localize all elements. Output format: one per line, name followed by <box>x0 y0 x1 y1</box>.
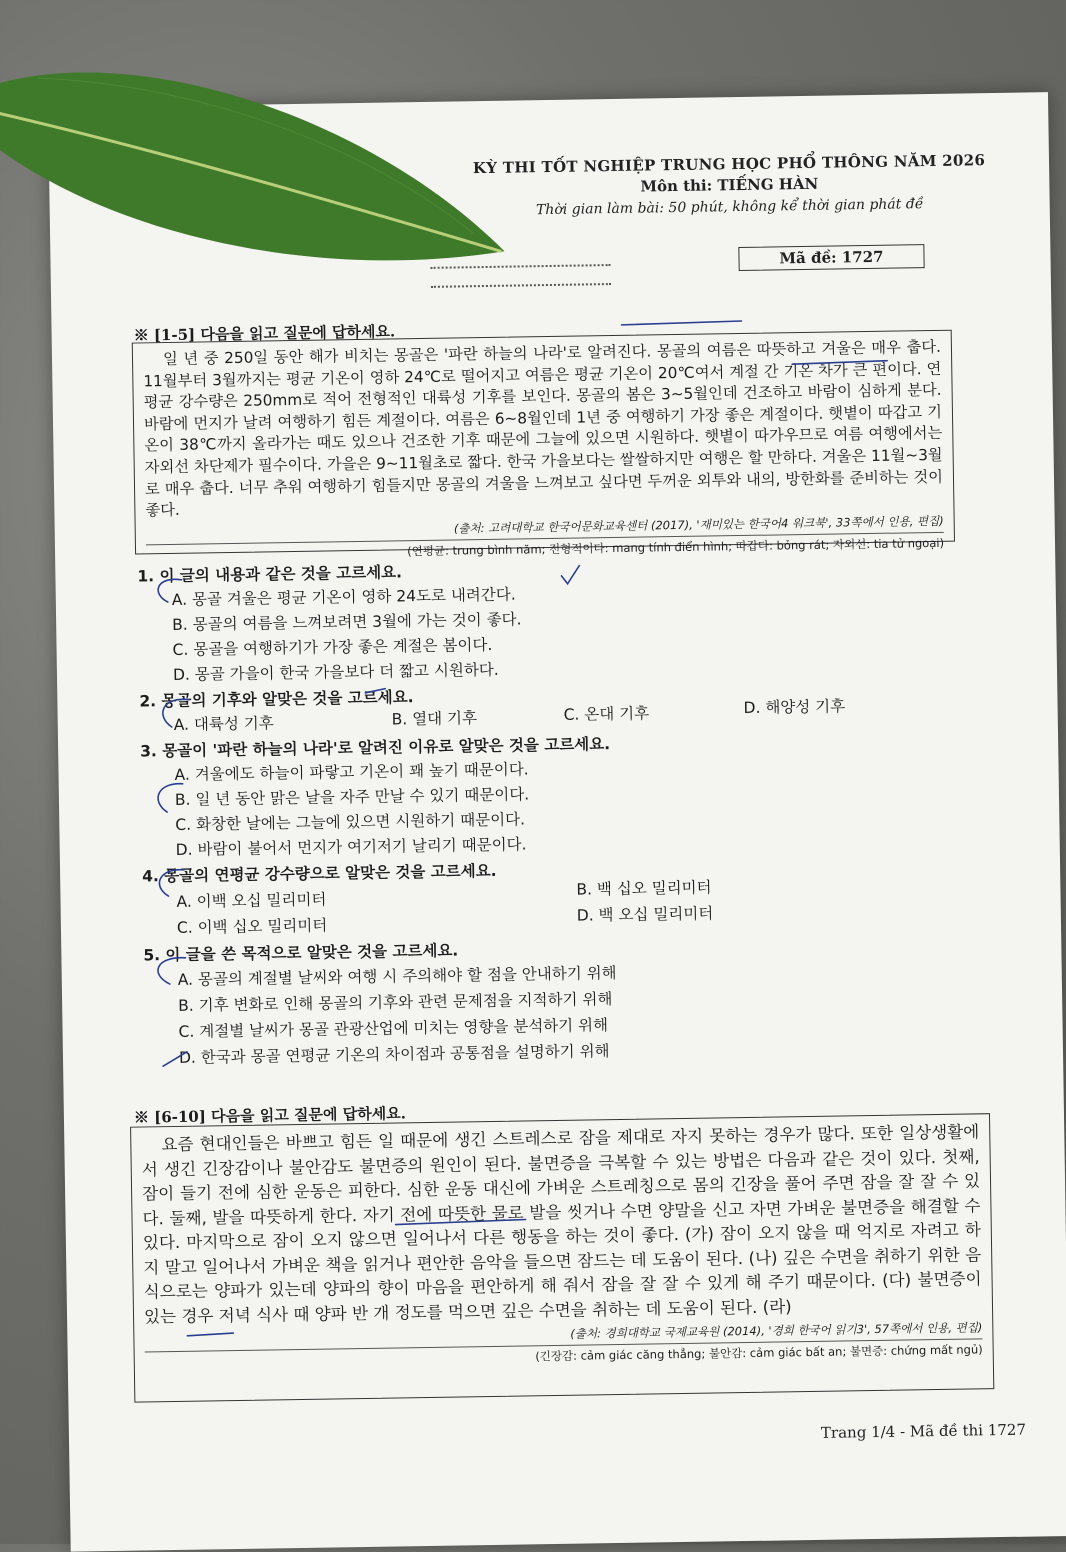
exam-code-box: Mã đề: 1727 <box>738 244 924 271</box>
question-1-option-b[interactable]: B. 몽골의 여름을 느껴보려면 3월에 가는 것이 좋다. <box>172 610 522 634</box>
question-3-option-c[interactable]: C. 화창한 날에는 그늘에 있으면 시원하기 때문이다. <box>175 810 526 834</box>
check-mark-q1 <box>561 566 579 584</box>
question-1-option-a[interactable]: A. 몽골 겨울은 평균 기온이 영하 24도로 내려간다. <box>171 585 516 609</box>
question-2-stem: 2. 몽골의 기후와 알맞은 것을 고르세요. <box>139 688 414 711</box>
question-5-option-a[interactable]: A. 몽골의 계절별 날씨와 여행 시 주의해야 할 점을 안내하기 위해 <box>177 964 617 989</box>
passage-2-text: 요즘 현대인들은 바쁘고 힘든 일 때문에 생긴 스트레스로 잠을 제대로 자지 못하는 경우가 많다. 또한 일상생활에서 생긴 긴장감이나 불안감도 불면증의 원인이 된다. 불면증을 극복할 수 있는 방법은 다음과 같은 것이 있다. 첫째, 잠이 들기 전에 심한 운동은 피한다. 심한 운동 대신에 가벼운 스트레칭으로 몸의 긴장을 풀어 주면 잠을 잘 잘 수 있다. 둘째, 발을 따뜻하게 한다. 자기 전에 따뜻한 물로 발을 씻거나 수면 양말을 신고 자면 가벼운 불면증을 해결할 수 있다. 마지막으로 잠이 오지 않으면 일어나서 다른 행동을 하는 것이 좋다. (가) 잠이 오지 않을 때 억지로 자려고 하지 말고 일어나서 가벼운 책을 읽거나 편안한 음악을 들으면 잠드는 데 도움이 된다. (나) 깊은 수면을 취하기 위한 음식으로는 양파가 있는데 양파의 향이 마음을 편안하게 해 줘서 잠을 잘 잘 수 있게 해 주기 때문이다. (다) 불면증이 있는 경우 저녁 식사 때 양파 반 개 정도를 먹으면 깊은 수면을 취하는 데 도움이 된다. (라) <box>141 1122 982 1326</box>
question-2-option-c[interactable]: C. 온대 기후 <box>563 704 650 724</box>
question-4-option-c[interactable]: C. 이백 십오 밀리미터 <box>176 916 328 937</box>
question-4-option-a[interactable]: A. 이백 오십 밀리미터 <box>176 890 327 911</box>
passage-1-text: 일 년 중 250일 동안 해가 비치는 몽골은 '파란 하늘의 나라'로 알려진다. 몽골의 여름은 따뜻하고 겨울은 매우 춥다. 11월부터 3월까지는 평균 기온이 영하 24℃로 떨어지고 여름은 평균 기온이 20℃여서 계절 간 기온 차가 큰 편이다. 연평균 강수량은 250mm로 적어 전형적인 대륙성 기후를 보인다. 몽골의 봄은 3~5월인데 건조하고 바람이 심하게 분다. 바람에 먼지가 날려 여행하기 힘든 계절이다. 여름은 6~8월인데 1년 중 여행하기 가장 좋은 계절이다. 햇볕이 따갑고 기온이 38℃까지 올라가는 때도 있으나 건조한 기후 때문에 그늘에 있으면 시원하다. 햇볕이 따가우므로 여름 여행에서는 자외선 차단제가 필수이다. 가을은 9~11월초로 짧다. 한국 가을보다는 쌀쌀하지만 여행은 할 만하다. 겨울은 11월~3월로 매우 춥다. 너무 추워 여행하기 힘들지만 몽골의 겨울을 느껴보고 싶다면 두꺼운 외투와 내의, 방한화를 준비하는 것이 좋다. <box>143 337 944 520</box>
question-2-option-b[interactable]: B. 열대 기후 <box>391 709 478 729</box>
question-1-option-c[interactable]: C. 몽골을 여행하기가 가장 좋은 계절은 봄이다. <box>172 635 493 659</box>
question-3-stem: 3. 몽골이 '파란 하늘의 나라'로 알려진 이유로 알맞은 것을 고르세요. <box>140 735 611 761</box>
question-5-stem: 5. 이 글을 쓴 목적으로 알맞은 것을 고르세요. <box>143 941 459 965</box>
question-5-option-b[interactable]: B. 기후 변화로 인해 몽골의 기후와 관련 문제점을 지적하기 위해 <box>178 990 613 1015</box>
passage-2-glossary: (긴장감: cảm giác căng thẳng; 불안감: cảm giác bất an; 불면증: chứng mất ngủ) <box>145 1338 983 1370</box>
exam-title: KỲ THI TỐT NGHIỆP TRUNG HỌC PHỔ THÔNG NĂM 2026 <box>472 151 986 178</box>
question-2-option-a[interactable]: A. 대륙성 기후 <box>173 714 274 734</box>
exam-paper <box>48 92 1066 1552</box>
question-5-option-d[interactable]: D. 한국과 몽골 연평균 기온의 차이점과 공통점을 설명하기 위해 <box>178 1042 610 1067</box>
passage-1-source: (출처: 고려대학교 한국어문화교육센터 (2017), '재미있는 한국어4 워크북', 33쪽에서 인용, 편집) <box>453 513 944 536</box>
section-1-title: ※ [1-5] 다음을 읽고 질문에 답하세요. <box>133 322 396 345</box>
passage-1-glossary: (연평균: trung bình năm; 전형적이다: mang tính điển hình; 따갑다: bỏng rát; 자외선: tia tử ngoại) <box>146 532 944 564</box>
question-3-option-b[interactable]: B. 일 년 동안 맑은 날을 자주 만날 수 있기 때문이다. <box>174 785 530 809</box>
exam-duration: Thời gian làm bài: 50 phút, không kể thời gian phát đề <box>535 196 924 219</box>
question-4-option-d[interactable]: D. 백 오십 밀리미터 <box>576 904 714 925</box>
question-4-stem: 4. 몽골의 연평균 강수량으로 알맞은 것을 고르세요. <box>142 861 497 886</box>
question-3-option-d[interactable]: D. 바람이 불어서 먼지가 여기저기 날리기 때문이다. <box>175 835 527 859</box>
section-2-title: ※ [6-10] 다음을 읽고 질문에 답하세요. <box>133 1104 406 1127</box>
page-footer: Trang 1/4 - Mã đề thi 1727 <box>820 1420 1027 1442</box>
passage-1-box <box>132 330 955 559</box>
exam-header <box>469 151 990 219</box>
question-3-option-a[interactable]: A. 겨울에도 하늘이 파랗고 기온이 꽤 높기 때문이다. <box>174 760 529 784</box>
question-2-option-d[interactable]: D. 해양성 기후 <box>743 697 846 718</box>
passage-2-source: (출처: 경희대학교 국제교육원 (2014), '경희 한국어 읽기3', 57쪽에서 인용, 편집) <box>570 1320 983 1341</box>
passage-2-box <box>130 1113 994 1402</box>
question-1-option-d[interactable]: D. 몽골 가을이 한국 가을보다 더 짧고 시원하다. <box>172 660 499 684</box>
question-4-option-b[interactable]: B. 백 십오 밀리미터 <box>576 878 712 899</box>
question-5-option-c[interactable]: C. 계절별 날씨가 몽골 관광산업에 미치는 영향을 분석하기 위해 <box>178 1016 609 1041</box>
exam-subject: Môn thi: TIẾNG HÀN <box>640 174 819 196</box>
question-1-stem: 1. 이 글의 내용과 같은 것을 고르세요. <box>137 563 403 586</box>
